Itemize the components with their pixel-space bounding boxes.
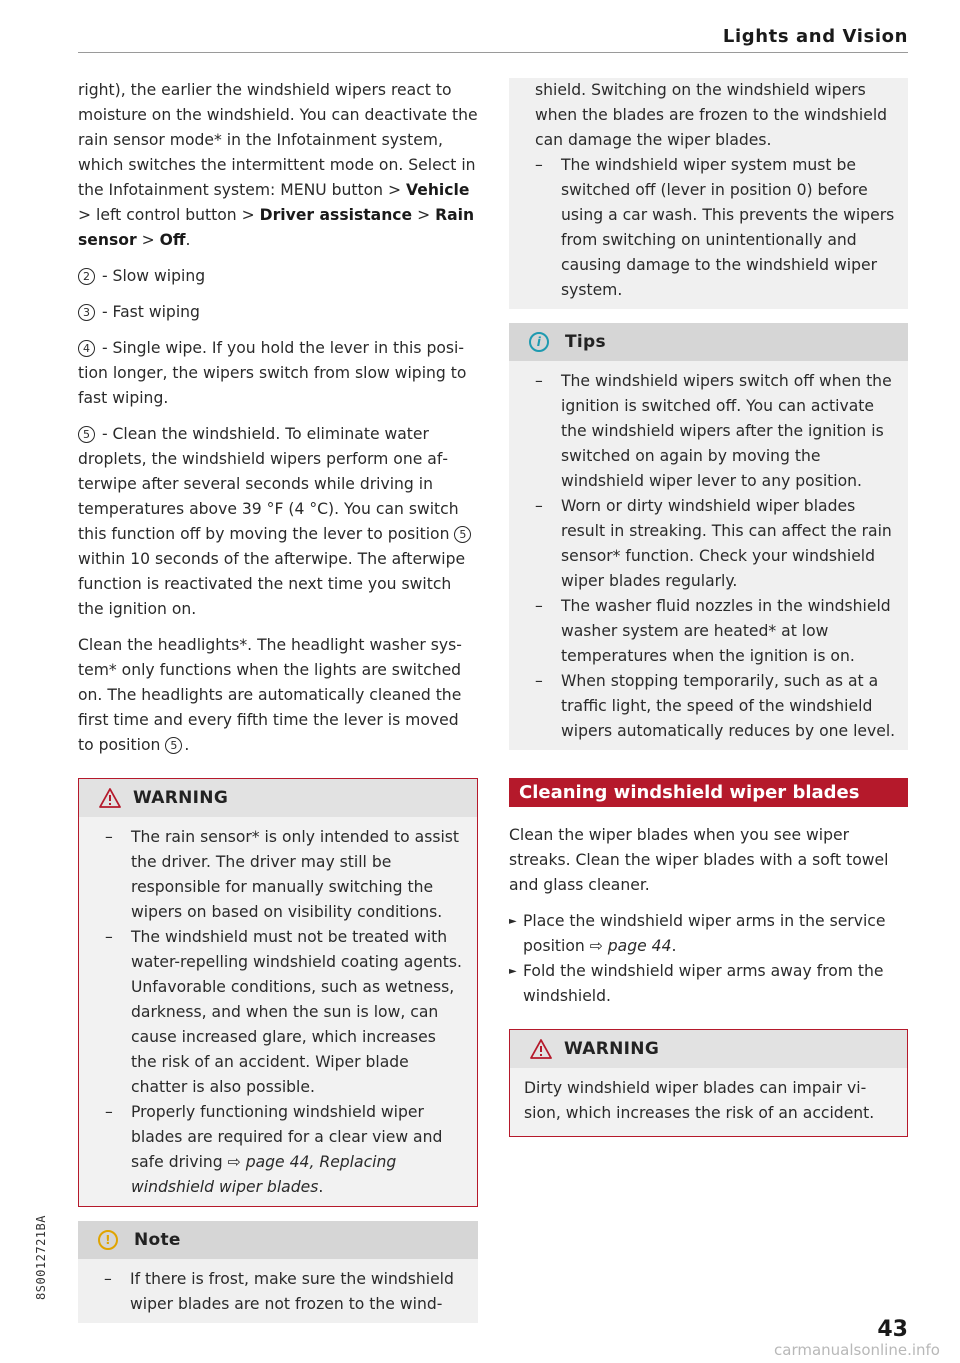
note-icon: ! <box>98 1230 118 1250</box>
warning-item: – The windshield must not be treated with water-repelling windshield coating agents. Unfavorable conditions, such as wetness, darkness, and when the sun is low, can cause increased glare, which increases the risk of an accident. Wiper blade chatter is also possible. <box>105 925 465 1100</box>
step-item: ► Place the windshield wiper arms in the service position ⇨ page 44. <box>509 909 908 959</box>
right-column <box>509 78 908 1151</box>
step-item: ► Fold the windshield wiper arms away from the windshield. <box>509 959 908 1009</box>
tips-header: i Tips <box>509 323 908 361</box>
page-link[interactable]: ⇨ page 44 <box>589 937 672 955</box>
warning-item: – Properly functioning windshield wiper blades are required for a clear view and safe driving ⇨ page 44, Replacing windshield wiper blades. <box>105 1100 465 1200</box>
section-intro: Clean the wiper blades when you see wiper streaks. Clean the wiper blades with a soft towel and glass cleaner. <box>509 826 889 894</box>
position-3-icon: 3 <box>78 304 95 321</box>
watermark: carmanualsonline.info <box>774 1341 940 1359</box>
position-4-item: 4 - Single wipe. If you hold the lever in this position longer, the wipers switch from slow wiping to fast wiping. <box>78 339 467 407</box>
tip-item: – Worn or dirty windshield wiper blades result in streaking. This can affect the rain sensor* function. Check your windshield wiper blades regularly. <box>535 494 896 594</box>
page-number: 43 <box>877 1317 908 1342</box>
tip-item: – The windshield wipers switch off when the ignition is switched off. You can activate the windshield wipers after the ignition is switched on again by moving the windshield wiper lever to any position. <box>535 369 896 494</box>
warning-body <box>510 1068 907 1136</box>
header-rule <box>78 52 908 53</box>
warning-item: – The rain sensor* is only intended to assist the driver. The driver may still be responsible for manually switching the wipers on based on visibility conditions. <box>105 825 465 925</box>
warning-body <box>79 817 477 1206</box>
note-continued-text: shield. Switching on the windshield wipers when the blades are frozen to the windshield can damage the wiper blades. <box>535 81 888 149</box>
position-5-icon: 5 <box>165 737 182 754</box>
position-2-icon: 2 <box>78 268 95 285</box>
position-5-icon: 5 <box>454 526 471 543</box>
section-title: Cleaning windshield wiper blades <box>509 778 908 807</box>
info-icon: i <box>529 332 549 352</box>
warning-triangle-icon <box>99 788 121 808</box>
tip-item: – The washer fluid nozzles in the windshield washer system are heated* at low temperatures when the ignition is on. <box>535 594 896 669</box>
document-code: 8S0012721BA <box>34 1215 48 1300</box>
headlight-paragraph: Clean the headlights*. The headlight washer system* only functions when the lights are switched on. The headlights are automatically cleaned the first time and every fifth time the lever is moved to position 5 . <box>78 636 462 754</box>
page-link[interactable]: ⇨ page 44, Replacing windshield wiper blades <box>131 1153 397 1196</box>
warning-header: WARNING <box>510 1030 907 1068</box>
tip-item: – When stopping temporarily, such as at a traffic light, the speed of the windshield wipers automatically reduces by one level. <box>535 669 896 744</box>
note-header: ! Note <box>78 1221 478 1259</box>
position-4-icon: 4 <box>78 340 95 357</box>
warning-box <box>509 1029 908 1137</box>
warning-header: WARNING <box>79 779 477 817</box>
position-5-item: 5 - Clean the windshield. To eliminate water droplets, the windshield wipers perform one afterwipe after several seconds while driving in temperatures above 39 °F (4 °C). You can switch this function off by moving the lever to position 5 within 10 seconds of the afterwipe. The afterwipe function is reactivated the next time you switch the ignition on. <box>78 422 478 622</box>
position-3-item: 3 - Fast wiping <box>78 300 478 325</box>
position-2-item: 2 - Slow wiping <box>78 264 478 289</box>
position-5-icon: 5 <box>78 426 95 443</box>
warning-box <box>78 778 478 1207</box>
warning-triangle-icon <box>530 1039 552 1059</box>
tips-box <box>509 323 908 750</box>
note-box <box>78 1221 478 1323</box>
page-header-title: Lights and Vision <box>722 26 908 47</box>
warning-text: Dirty windshield wiper blades can impair vision, which increases the risk of an accident. <box>524 1079 875 1122</box>
note-body-continued <box>509 78 908 309</box>
note-body <box>78 1259 478 1323</box>
note-item: – The windshield wiper system must be switched off (lever in position 0) before using a car wash. This prevents the wipers from switching on unintentionally and causing damage to the windshield wiper system. <box>535 153 896 303</box>
tips-body <box>509 361 908 750</box>
rain-sensor-paragraph: right), the earlier the windshield wipers react to moisture on the windshield. You can deactivate the rain sensor mode* in the Infotainment system, which switches the intermittent mode on. Select in the Infotainment system: MENU button > Vehicle > left control button > Driver assistance > Rain sensor > Off. <box>78 81 478 249</box>
note-box-continued <box>509 78 908 309</box>
left-column <box>78 78 478 1337</box>
note-item: – If there is frost, make sure the windshield wiper blades are not frozen to the wind- <box>104 1267 466 1317</box>
